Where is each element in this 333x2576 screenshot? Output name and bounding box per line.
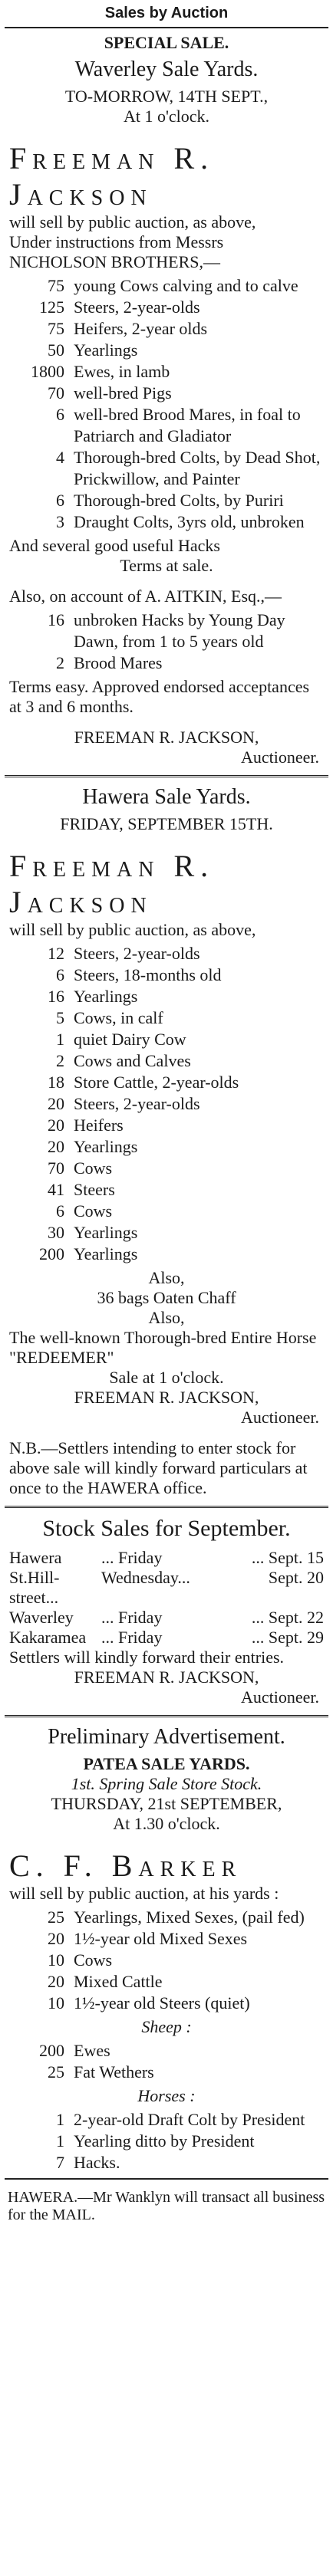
prelim-when1: THURSDAY, 21st SEPTEMBER, [51, 1794, 282, 1813]
list-item: 4 Thorough-bred Colts, by Dead Shot, Prickwillow, and Painter [56, 448, 321, 488]
hawera-place: Hawera Sale Yards. [82, 785, 251, 809]
prelim-when2: At 1.30 o'clock. [113, 1814, 220, 1833]
hawera-intro: will sell by public auction, as above, [9, 920, 256, 939]
list-item: 6 Steers, 18-months old [56, 965, 222, 984]
prelim-title: Preliminary Advertisement. [48, 1725, 285, 1749]
section-header: Sales by Auction [104, 5, 229, 21]
schedule-row: Waverley ... Friday ... Sept. 22 [9, 1608, 324, 1627]
hawera-signature-sub: Auctioneer. [240, 1408, 319, 1427]
list-item: 18 Store Cattle, 2-year-olds [48, 1073, 239, 1092]
list-item: 2 Cows and Calves [56, 1051, 191, 1070]
prelim-list [9, 1907, 324, 2014]
prelim-sheep-label: Sheep : [141, 2017, 192, 2036]
list-item: 20 Mixed Cattle [48, 1972, 163, 1991]
waverley-intro2: Under instructions from Messrs NICHOLSON BROTHERS,— [9, 232, 224, 271]
prelim-sheep-list [9, 2040, 324, 2083]
waverley-when2: At 1 o'clock. [123, 107, 210, 126]
list-item: 20 1½-year old Mixed Sexes [48, 1929, 248, 1948]
waverley-terms2: Terms easy. Approved endorsed acceptances at 3 and 6 months. [9, 677, 310, 716]
list-item: 6 Thorough-bred Colts, by Puriri [56, 491, 284, 510]
waverley-terms: Terms at sale. [120, 556, 213, 575]
list-item: 3 Draught Colts, 3yrs old, unbroken [56, 512, 305, 531]
schedule-row: Hawera ... Friday ... Sept. 15 [9, 1548, 324, 1567]
hawera-horse: The well-known Thorough-bred Entire Horse "REDEEMER" [9, 1328, 317, 1367]
waverley-place: Waverley Sale Yards. [74, 58, 259, 81]
stock-signature-sub: Auctioneer. [240, 1687, 319, 1707]
list-item: 20 Heifers [48, 1116, 124, 1135]
waverley-also: Also, on account of A. AITKIN, Esq.,— [9, 586, 282, 606]
list-item: 30 Yearlings [48, 1223, 138, 1242]
list-item: 16 Yearlings [48, 987, 138, 1006]
waverley-auctioneer-banner: Freeman R. Jackson [9, 141, 215, 212]
list-item: 70 Cows [48, 1158, 113, 1178]
divider [5, 1715, 328, 1717]
list-item: 75 young Cows calving and to calve [48, 276, 298, 295]
waverley-intro1: will sell by public auction, as above, [9, 212, 256, 232]
hawera-sale-time: Sale at 1 o'clock. [109, 1368, 224, 1387]
list-item: 75 Heifers, 2-year olds [48, 319, 208, 338]
list-item: 1800 Ewes, in lamb [31, 362, 170, 381]
list-item: 1 Yearling ditto by President [56, 2131, 255, 2150]
list-item: 200 Ewes [39, 2041, 110, 2060]
waverley-signature: FREEMAN R. JACKSON, [74, 728, 259, 747]
list-item: 1 2-year-old Draft Colt by President [56, 2110, 305, 2129]
waverley-signature-sub: Auctioneer. [240, 748, 319, 767]
prelim-horses-list [9, 2109, 324, 2174]
list-item: 50 Yearlings [48, 340, 138, 360]
waverley-list [9, 275, 324, 533]
list-item: 10 Cows [48, 1950, 113, 1970]
hawera-nb: N.B.—Settlers intending to enter stock for above sale will kindly forward particulars at once to the HAWERA office. [9, 1438, 308, 1497]
hawera-when: FRIDAY, SEPTEMBER 15TH. [60, 814, 273, 833]
stock-note: Settlers will kindly forward their entries. [9, 1648, 285, 1667]
hawera-auctioneer-banner: Freeman R. Jackson [9, 849, 215, 919]
schedule-row: Kakaramea ... Friday ... Sept. 29 [9, 1628, 324, 1647]
stock-signature: FREEMAN R. JACKSON, [74, 1668, 259, 1687]
hawera-bags: 36 bags Oaten Chaff [97, 1288, 236, 1307]
stock-title: Stock Sales for September. [42, 1516, 291, 1541]
waverley-list-2 [9, 610, 324, 674]
list-item: 20 Steers, 2-year-olds [48, 1094, 200, 1113]
list-item: 125 Steers, 2-year-olds [39, 297, 200, 317]
list-item: 200 Yearlings [39, 1244, 138, 1263]
prelim-sale: 1st. Spring Sale Store Stock. [71, 1774, 262, 1793]
list-item: 25 Fat Wethers [48, 2062, 154, 2082]
hawera-list [9, 943, 324, 1265]
divider [5, 775, 328, 777]
list-item: 6 Cows [56, 1201, 113, 1221]
list-item: 41 Steers [48, 1180, 115, 1199]
list-item: 20 Yearlings [48, 1137, 138, 1156]
list-item: 1 quiet Dairy Cow [56, 1030, 186, 1049]
divider [5, 1506, 328, 1508]
list-item: 16 unbroken Hacks by Young Day Dawn, from 1 to 5 years old [48, 610, 285, 651]
hawera-signature: FREEMAN R. JACKSON, [74, 1388, 259, 1407]
list-item: 25 Yearlings, Mixed Sexes, (pail fed) [48, 1907, 305, 1927]
list-item: 12 Steers, 2-year-olds [48, 944, 200, 963]
list-item: 5 Cows, in calf [56, 1008, 163, 1027]
list-item: 70 well-bred Pigs [48, 383, 172, 402]
hawera-also: Also, [148, 1268, 185, 1287]
waverley-when1: TO-MORROW, 14TH SEPT., [64, 87, 269, 106]
divider [5, 2178, 328, 2180]
waverley-extra: And several good useful Hacks [9, 536, 220, 555]
prelim-auctioneer-banner: C. F. Barker [9, 1848, 242, 1883]
schedule-row: St.Hill-street... Wednesday... Sept. 20 [9, 1568, 324, 1607]
prelim-intro: will sell by public auction, at his yards : [9, 1884, 279, 1903]
footer-note: HAWERA.—Mr Wanklyn will transact all business for the MAIL. [8, 2189, 325, 2223]
hawera-also-2: Also, [148, 1308, 185, 1327]
list-item: 2 Brood Mares [56, 653, 163, 672]
prelim-place: PATEA SALE YARDS. [83, 1754, 250, 1773]
stock-schedule [9, 1548, 324, 1648]
list-item: 10 1½-year old Steers (quiet) [48, 1993, 250, 2013]
list-item: 7 Hacks. [56, 2153, 120, 2172]
waverley-title: SPECIAL SALE. [104, 33, 229, 52]
divider [5, 27, 328, 28]
prelim-horses-label: Horses : [137, 2086, 196, 2105]
list-item: 6 well-bred Brood Mares, in foal to Patriarch and Gladiator [56, 405, 301, 445]
